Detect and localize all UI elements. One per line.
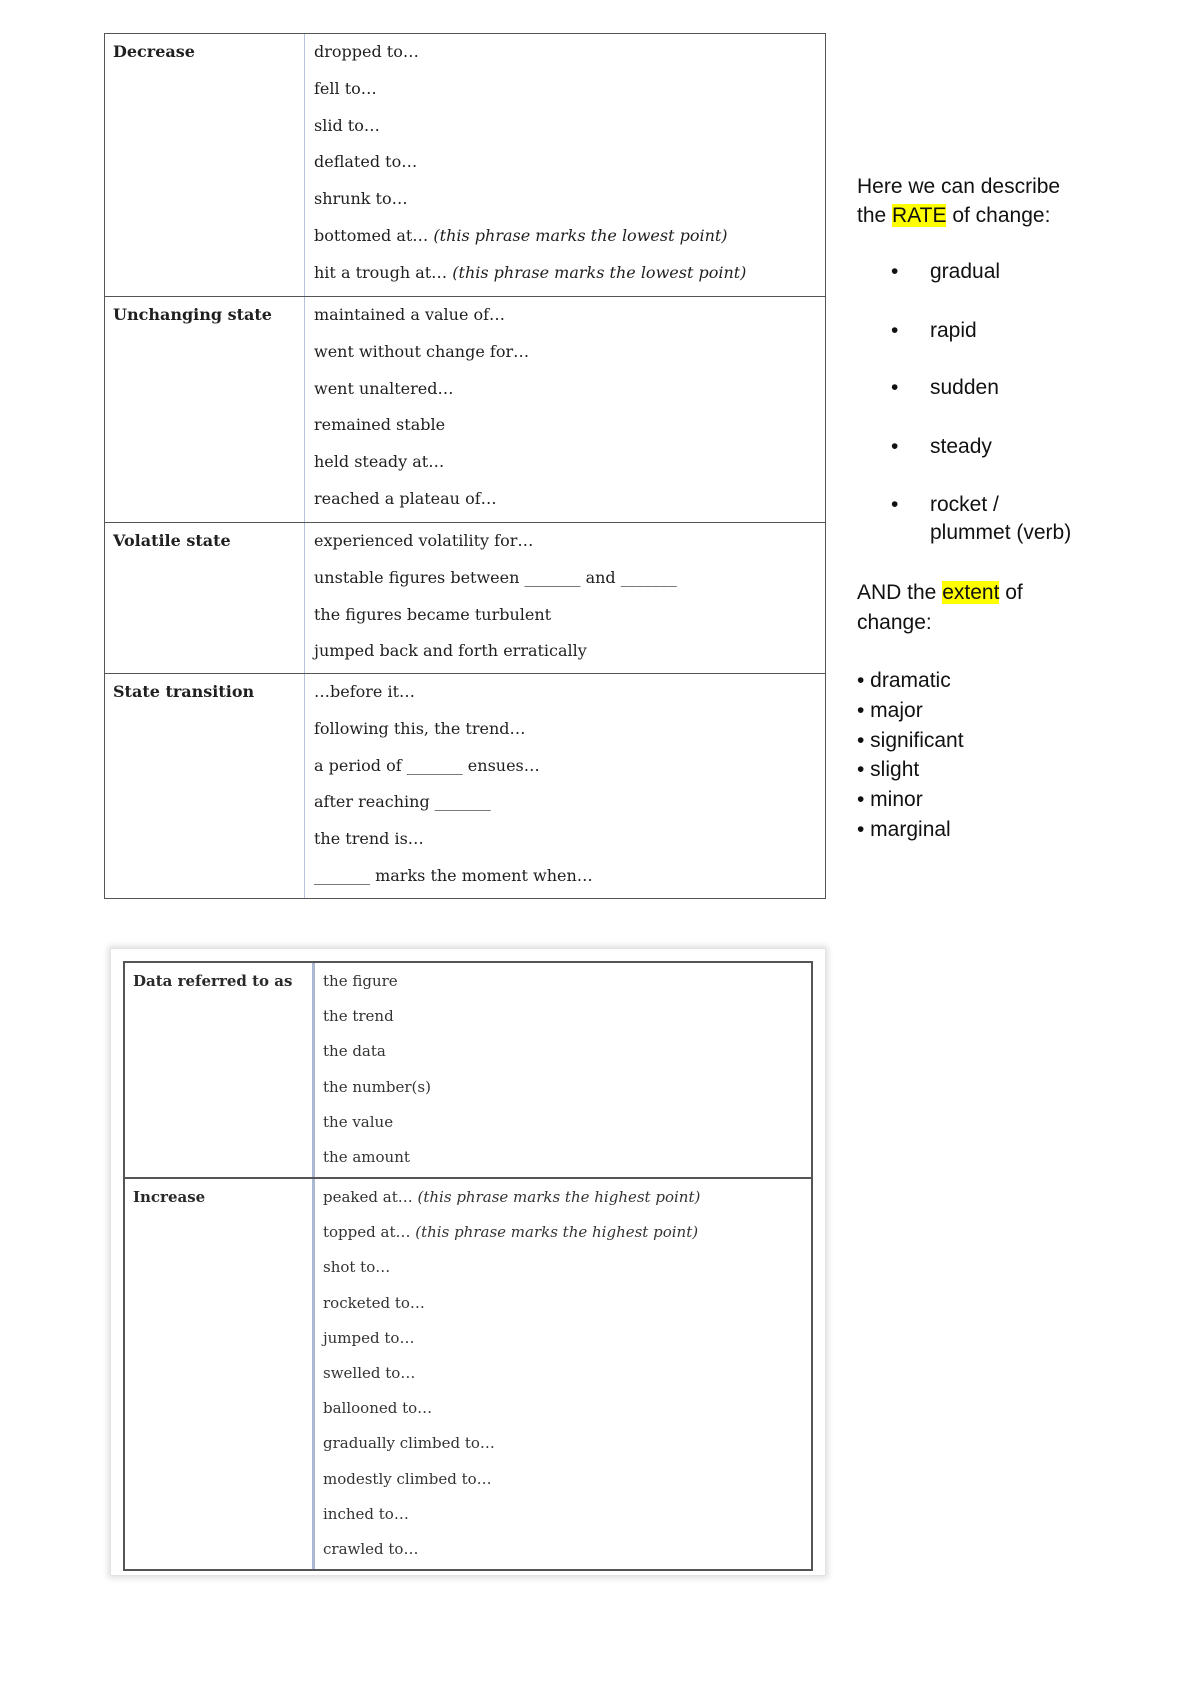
rate-intro-line-2 <box>857 201 1177 230</box>
phrase: dropped to… <box>314 42 419 61</box>
category-label: State transition <box>105 674 305 898</box>
extent-item: • major <box>857 698 923 722</box>
category-label: Decrease <box>105 34 305 296</box>
phrase-list <box>305 34 825 296</box>
phrase-note: (this phrase marks the lowest point) <box>452 262 747 282</box>
phrase: a period of _______ ensues… <box>314 755 540 775</box>
phrase: …before it… <box>314 682 416 701</box>
phrase: shrunk to… <box>314 189 408 209</box>
phrase: jumped to… <box>323 1328 415 1347</box>
extent-intro-line-2: change: <box>857 610 932 634</box>
rate-item-line: rocket / <box>930 493 999 516</box>
phrase-text: hit a trough at… <box>314 262 448 282</box>
phrase-note: (this phrase marks the lowest point) <box>433 225 728 245</box>
extent-item: • slight <box>857 758 920 782</box>
phrase: gradually climbed to… <box>323 1434 495 1453</box>
rate-item-label: rapid <box>930 319 977 342</box>
extent-intro <box>857 578 1157 638</box>
category-label: Data referred to as <box>125 963 315 1177</box>
phrase: shot to… <box>323 1258 391 1277</box>
extent-item: • marginal <box>857 817 951 841</box>
phrase: went unaltered… <box>314 378 454 398</box>
table-row <box>105 673 825 898</box>
phrase: rocketed to… <box>323 1293 425 1312</box>
phrase: the value <box>323 1112 394 1131</box>
phrase: the figure <box>323 972 398 990</box>
side-notes <box>857 172 1177 841</box>
rate-intro-suffix: of change: <box>946 204 1051 227</box>
phrase: _______ marks the moment when… <box>314 865 593 885</box>
table-row <box>105 522 825 673</box>
phrase: went without change for… <box>314 341 530 361</box>
phrase: crawled to… <box>323 1539 419 1558</box>
phrase: the trend <box>323 1007 394 1026</box>
phrase-note: (this phrase marks the highest point) <box>415 1223 699 1242</box>
table-row <box>105 34 825 296</box>
phrase: deflated to… <box>314 152 418 172</box>
phrase: jumped back and forth erratically <box>314 641 587 661</box>
phrase <box>323 1188 803 1223</box>
category-label: Volatile state <box>105 523 305 673</box>
bullet-icon: • <box>891 493 899 516</box>
bullet-icon: • <box>891 260 899 283</box>
rate-item-label: sudden <box>930 376 999 399</box>
rate-intro-line-1: Here we can describe <box>857 175 1061 198</box>
vocabulary-table-bottom <box>123 961 813 1571</box>
rate-highlight: RATE <box>892 204 947 227</box>
extent-list <box>857 666 1157 845</box>
phrase: experienced volatility for… <box>314 531 534 550</box>
phrase: the trend is… <box>314 829 424 849</box>
phrase-text: peaked at… <box>323 1188 413 1206</box>
phrase: ballooned to… <box>323 1399 433 1418</box>
phrase: following this, the trend… <box>314 718 526 738</box>
rate-item-label <box>930 491 1130 547</box>
extent-item: • significant <box>857 728 964 752</box>
phrase-list <box>315 1179 811 1569</box>
phrase: the number(s) <box>323 1077 431 1096</box>
rate-intro-prefix: the <box>857 204 893 227</box>
phrase: held steady at… <box>314 452 445 472</box>
phrase: unstable figures between _______ and _______ <box>314 567 677 587</box>
phrase <box>314 227 816 264</box>
phrase: the data <box>323 1042 386 1061</box>
rate-item-label: steady <box>930 435 992 458</box>
extent-intro-line-1 <box>857 578 1157 608</box>
phrase: the amount <box>323 1147 410 1166</box>
phrase-list <box>305 297 825 522</box>
phrase <box>314 264 816 301</box>
phrase <box>323 1223 803 1258</box>
vocabulary-table-top <box>104 33 826 899</box>
phrase: swelled to… <box>323 1363 416 1382</box>
extent-intro-prefix: AND the <box>857 581 943 604</box>
phrase: slid to… <box>314 115 380 135</box>
extent-highlight: extent <box>942 581 1000 604</box>
phrase: after reaching _______ <box>314 792 491 812</box>
bullet-icon: • <box>891 435 899 458</box>
phrase-list <box>305 523 825 673</box>
phrase-note: (this phrase marks the highest point) <box>417 1188 701 1206</box>
category-label: Increase <box>125 1179 315 1569</box>
phrase-text: topped at… <box>323 1223 411 1242</box>
extent-item: • dramatic <box>857 669 951 692</box>
phrase: fell to… <box>314 78 377 98</box>
phrase: modestly climbed to… <box>323 1469 492 1488</box>
table-row <box>125 963 811 1177</box>
rate-item-label: gradual <box>930 260 1001 283</box>
phrase: inched to… <box>323 1504 409 1523</box>
extent-item: • minor <box>857 788 923 812</box>
table-row <box>105 296 825 522</box>
phrase-text: bottomed at… <box>314 225 429 245</box>
category-label: Unchanging state <box>105 297 305 522</box>
table-row <box>125 1177 811 1569</box>
scanned-table-card <box>110 948 826 1576</box>
bullet-icon: • <box>891 319 899 342</box>
phrase: the figures became turbulent <box>314 604 552 624</box>
bullet-icon: • <box>891 376 899 399</box>
phrase-list <box>315 963 811 1177</box>
phrase: reached a plateau of… <box>314 488 497 508</box>
phrase-list <box>305 674 825 898</box>
extent-intro-suffix: of <box>999 581 1023 604</box>
phrase: remained stable <box>314 415 446 435</box>
phrase: maintained a value of… <box>314 305 506 324</box>
rate-item-line: plummet (verb) <box>930 521 1072 544</box>
